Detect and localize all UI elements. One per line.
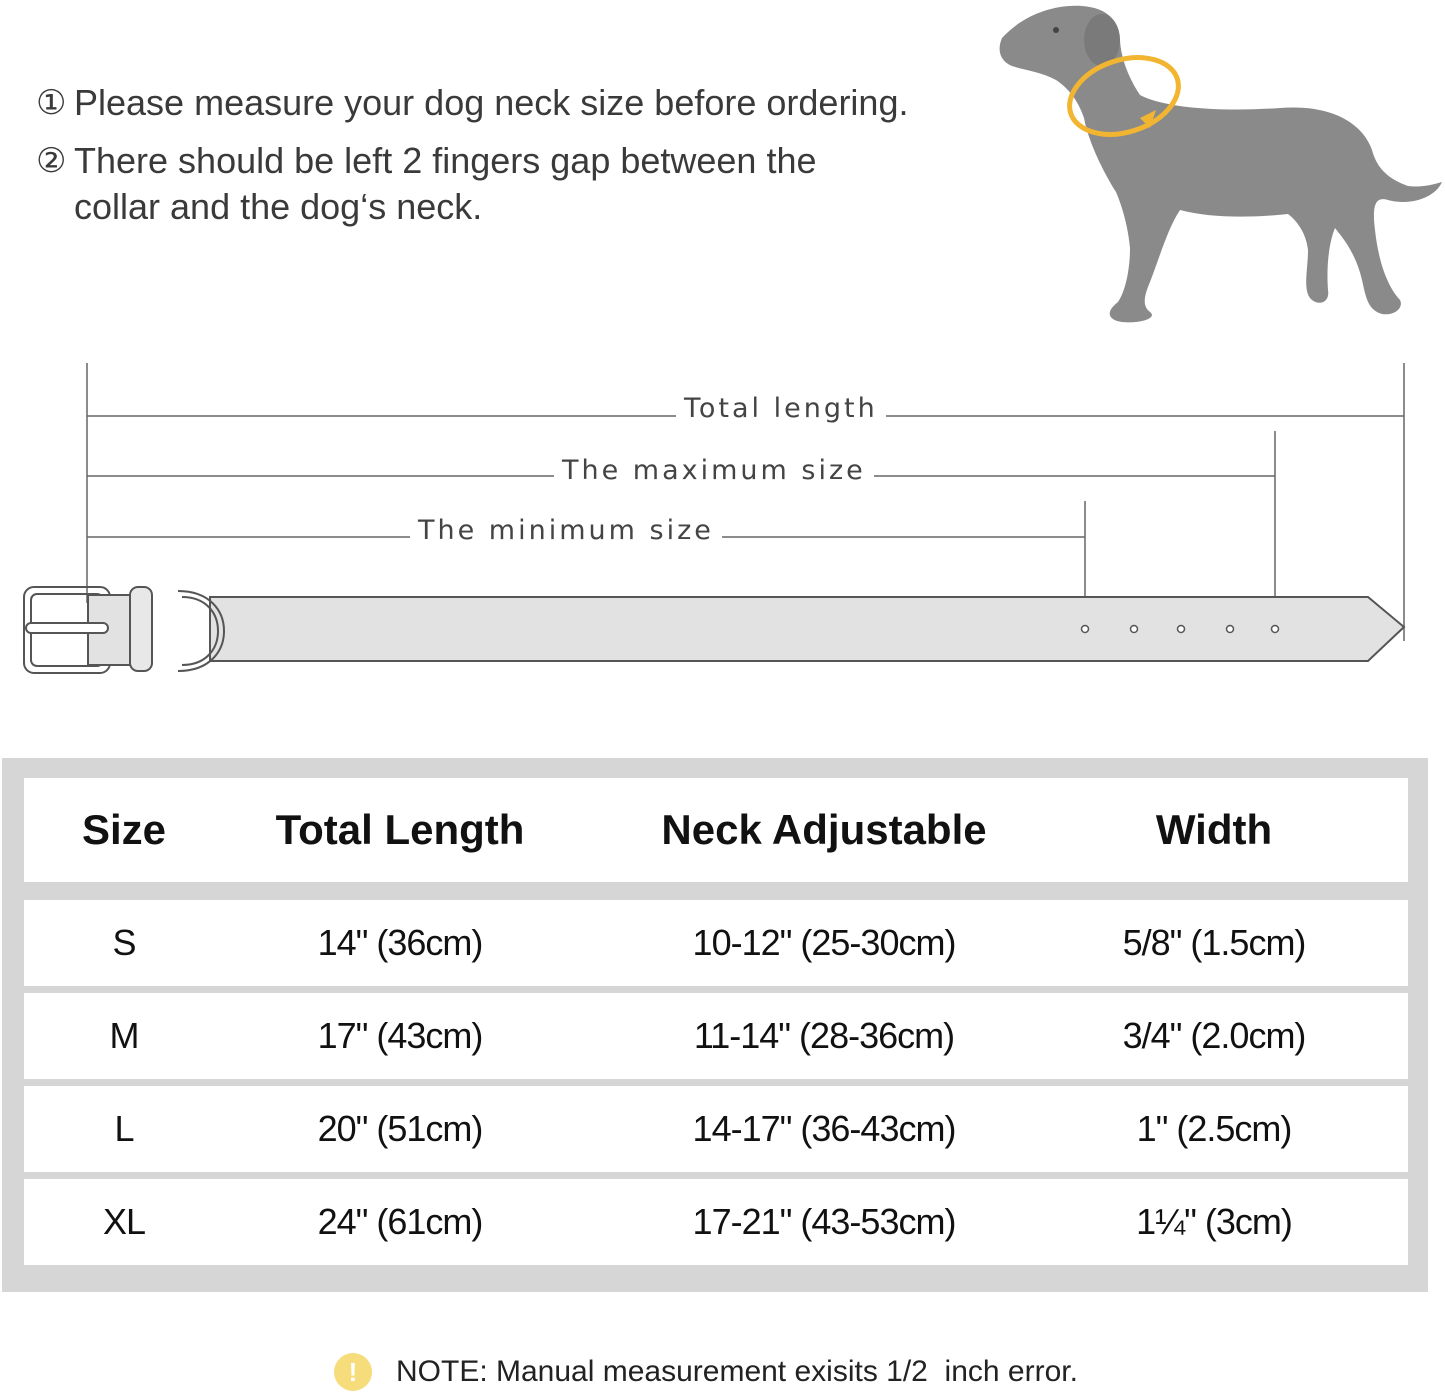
note-text: NOTE: Manual measurement exisits 1/2 inch error.: [396, 1355, 1078, 1388]
total-length-cell: 20" (51cm): [317, 1108, 483, 1149]
collar-diagram: [0, 355, 1445, 685]
eye-icon: [1053, 27, 1059, 33]
total-length-cell: 14" (36cm): [317, 922, 483, 963]
instruction-text: There should be left 2 fingers gap between the collar and the dog‘s neck.: [74, 140, 817, 227]
neck-adjustable-cell: 14-17" (36-43cm): [692, 1108, 956, 1149]
neck-adjustable-cell: 17-21" (43-53cm): [692, 1201, 956, 1242]
size-cell: XL: [102, 1201, 146, 1242]
dog-illustration: [990, 0, 1445, 330]
max-size-label: The maximum size: [554, 455, 874, 486]
table-row: [24, 1179, 1408, 1265]
instruction-number: ②: [36, 142, 67, 180]
neck-adjustable-cell: 10-12" (25-30cm): [692, 922, 956, 963]
header-width: Width: [1155, 806, 1273, 853]
keeper-loop-icon: [130, 587, 152, 671]
header-total-length: Total Length: [275, 806, 525, 853]
measurement-note: [334, 1350, 1078, 1394]
total-length-label: Total length: [676, 393, 886, 424]
total-length-cell: 24" (61cm): [317, 1201, 483, 1242]
width-cell: 3/4" (2.0cm): [1122, 1015, 1306, 1056]
instruction-number: ①: [36, 84, 67, 122]
instruction-text: Please measure your dog neck size before ordering.: [74, 82, 909, 123]
table-row: [24, 900, 1408, 986]
table-row: [24, 993, 1408, 1079]
header-neck-adjustable: Neck Adjustable: [661, 806, 987, 853]
instruction-2: [36, 138, 976, 230]
size-cell: S: [112, 922, 136, 963]
min-size-label: The minimum size: [410, 515, 722, 546]
dog-silhouette-icon: [1000, 6, 1442, 323]
instructions: [36, 80, 976, 242]
collar-strap: [210, 597, 1404, 661]
table-row: [24, 1086, 1408, 1172]
width-cell: 1¼" (3cm): [1136, 1201, 1292, 1242]
instruction-1: [36, 80, 976, 126]
warning-icon: !: [334, 1353, 372, 1391]
size-table: [2, 758, 1428, 1292]
neck-adjustable-cell: 11-14" (28-36cm): [693, 1015, 955, 1056]
header-size: Size: [81, 806, 167, 853]
table-header-row: [24, 778, 1408, 882]
size-cell: L: [114, 1108, 134, 1149]
size-cell: M: [109, 1015, 139, 1056]
width-cell: 1" (2.5cm): [1136, 1108, 1292, 1149]
total-length-cell: 17" (43cm): [317, 1015, 483, 1056]
width-cell: 5/8" (1.5cm): [1122, 922, 1306, 963]
buckle-icon: [24, 587, 130, 673]
